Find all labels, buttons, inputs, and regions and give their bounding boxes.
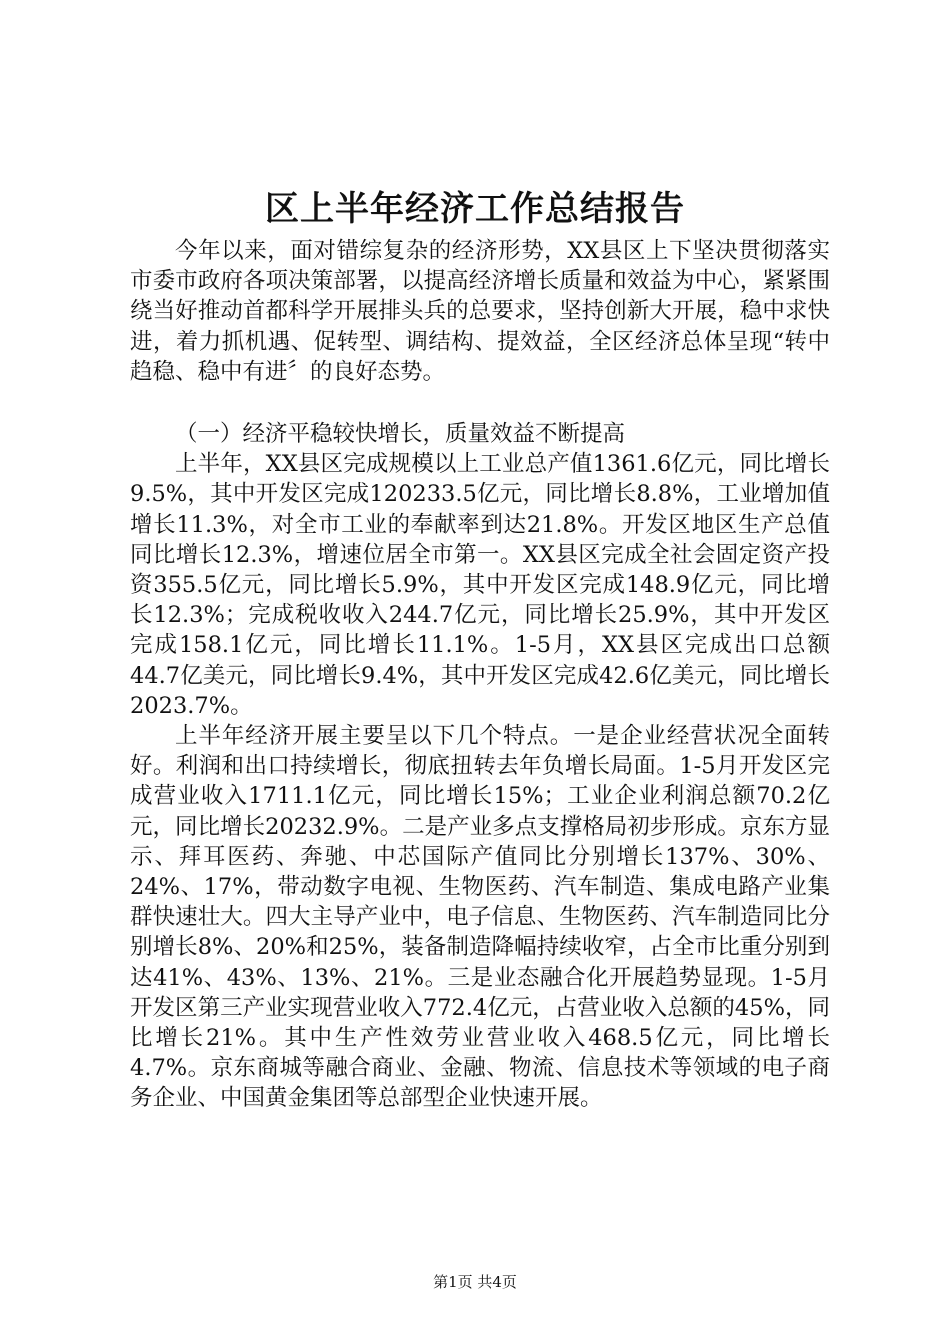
body-paragraph: 上半年经济开展主要呈以下几个特点。一是企业经营状况全面转好。利润和出口持续增长，彻底扭转去年负增长局面。1-5月开发区完成营业收入1711.1亿元，同比增长15%；工业企业利润总额70.2亿元，同比增长20232.9%。二是产业多点支撑格局初步形成。京东方显示、拜耳医药、奔驰、中芯国际产值同比分别增长137%、30%、24%、17%，带动数字电视、生物医药、汽车制造、集成电路产业集群快速壮大。四大主导产业中，电子信息、生物医药、汽车制造同比分别增长8%、20%和25%，装备制造降幅持续收窄，占全市比重分别到达41%、43%、13%、21%。三是业态融合化开展趋势显现。1-5月开发区第三产业实现营业收入772.4亿元，占营业收入总额的45%，同比增长21%。其中生产性效劳业营业收入468.5亿元，同比增长4.7%。京东商城等融合商业、金融、物流、信息技术等领域的电子商务企业、中国黄金集团等总部型企业快速开展。 (130, 723, 830, 1112)
section-heading: （一）经济平稳较快增长，质量效益不断提高 (175, 421, 626, 448)
document-title: 区上半年经济工作总结报告 (265, 189, 685, 229)
body-paragraph: 上半年，XX县区完成规模以上工业总产值1361.6亿元，同比增长9.5%，其中开发区完成120233.5亿元，同比增长8.8%，工业增加值增长11.3%，对全市工业的奉献率到达21.8%。开发区地区生产总值同比增长12.3%，增速位居全市第一。XX县区完成全社会固定资产投资355.5亿元，同比增长5.9%，其中开发区完成148.9亿元，同比增长12.3%；完成税收收入244.7亿元，同比增长25.9%，其中开发区完成158.1亿元，同比增长11.1%。1-5月，XX县区完成出口总额44.7亿美元，同比增长9.4%，其中开发区完成42.6亿美元，同比增长2023.7%。 (130, 451, 830, 719)
page-number-footer: 第1页 共4页 (433, 1273, 517, 1291)
intro-paragraph: 今年以来，面对错综复杂的经济形势，XX县区上下坚决贯彻落实市委市政府各项决策部署，以提高经济增长质量和效益为中心，紧紧围绕当好推动首都科学开展排头兵的总要求，坚持创新大开展，稳中求快进，着力抓机遇、促转型、调结构、提效益，全区经济总体呈现“转中趋稳、稳中有进〞的良好态势。 (130, 238, 830, 385)
document-body (130, 236, 830, 1114)
